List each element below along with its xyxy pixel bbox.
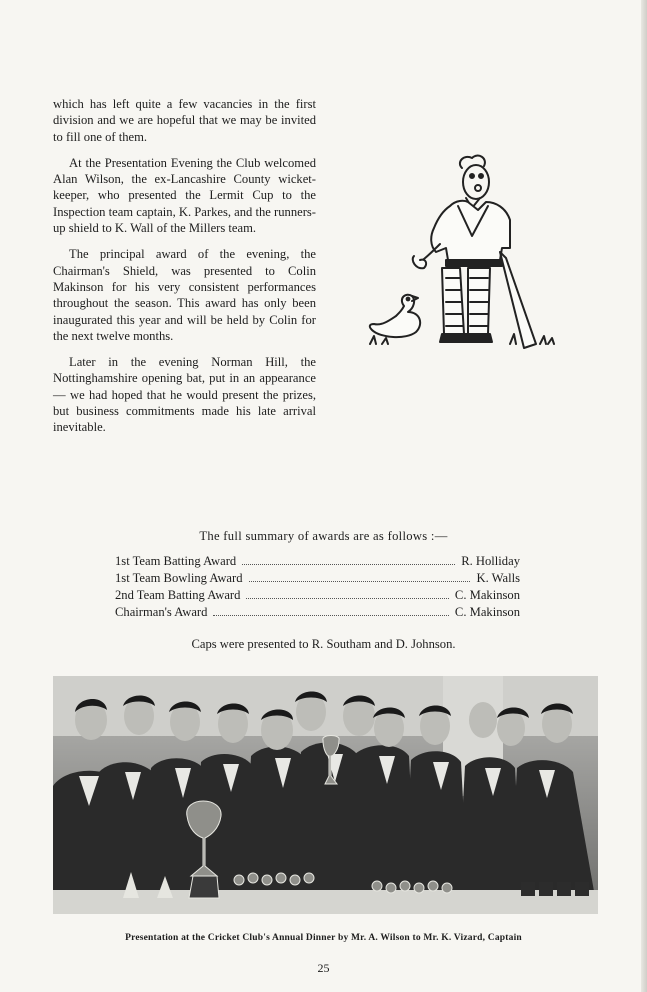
award-label: Chairman's Award [115,605,208,619]
award-winner: K. Walls [476,571,520,585]
paragraph: The principal award of the evening, the Chairman's Shield, was presented to Colin Makinson for his very consistent performances throughout the season. This award has only been inaugurated this year and will be held by Colin for the next twelve months. [53,247,316,343]
award-label: 1st Team Bowling Award [115,571,243,585]
page-number: 25 [317,961,330,975]
photo-caption: Presentation at the Cricket Club's Annual Dinner by Mr. A. Wilson to Mr. K. Vizard, Captain [125,933,522,943]
article-column [53,96,316,446]
award-row [115,604,520,621]
awards-list [115,553,520,621]
cricketer-cartoon [360,148,560,363]
paragraph: At the Presentation Evening the Club welcomed Alan Wilson, the ex-Lancashire County wicket-keeper, who presented the Lermit Cup to the Inspection team captain, K. Parkes, and the runners-up shield to K. Wall of the Millers team. [53,155,316,236]
award-label: 1st Team Batting Award [115,554,237,568]
dot-leader [213,614,449,616]
award-winner: R. Holliday [461,554,520,568]
award-row [115,570,520,587]
photo-drawing [53,676,598,914]
dot-leader [249,580,471,582]
award-winner: C. Makinson [454,605,520,619]
paragraph: Later in the evening Norman Hill, the Nottinghamshire opening bat, put in an appearance — we had hoped that he would present the prizes, but business commitments made his late arrival inevitable. [53,355,316,435]
presentation-photo [53,676,598,914]
page-edge [641,0,647,992]
award-label: 2nd Team Batting Award [115,588,241,602]
award-row [115,587,520,604]
awards-intro: The full summary of awards are as follows :— [199,529,448,543]
paragraph: which has left quite a few vacancies in the first division and we are hopeful that we may be invited to fill one of them. [53,97,316,144]
dot-leader [246,597,449,599]
dot-leader [242,563,455,565]
award-winner: C. Makinson [454,588,520,602]
caps-note: Caps were presented to R. Southam and D. Johnson. [191,637,456,651]
award-row [115,553,520,570]
